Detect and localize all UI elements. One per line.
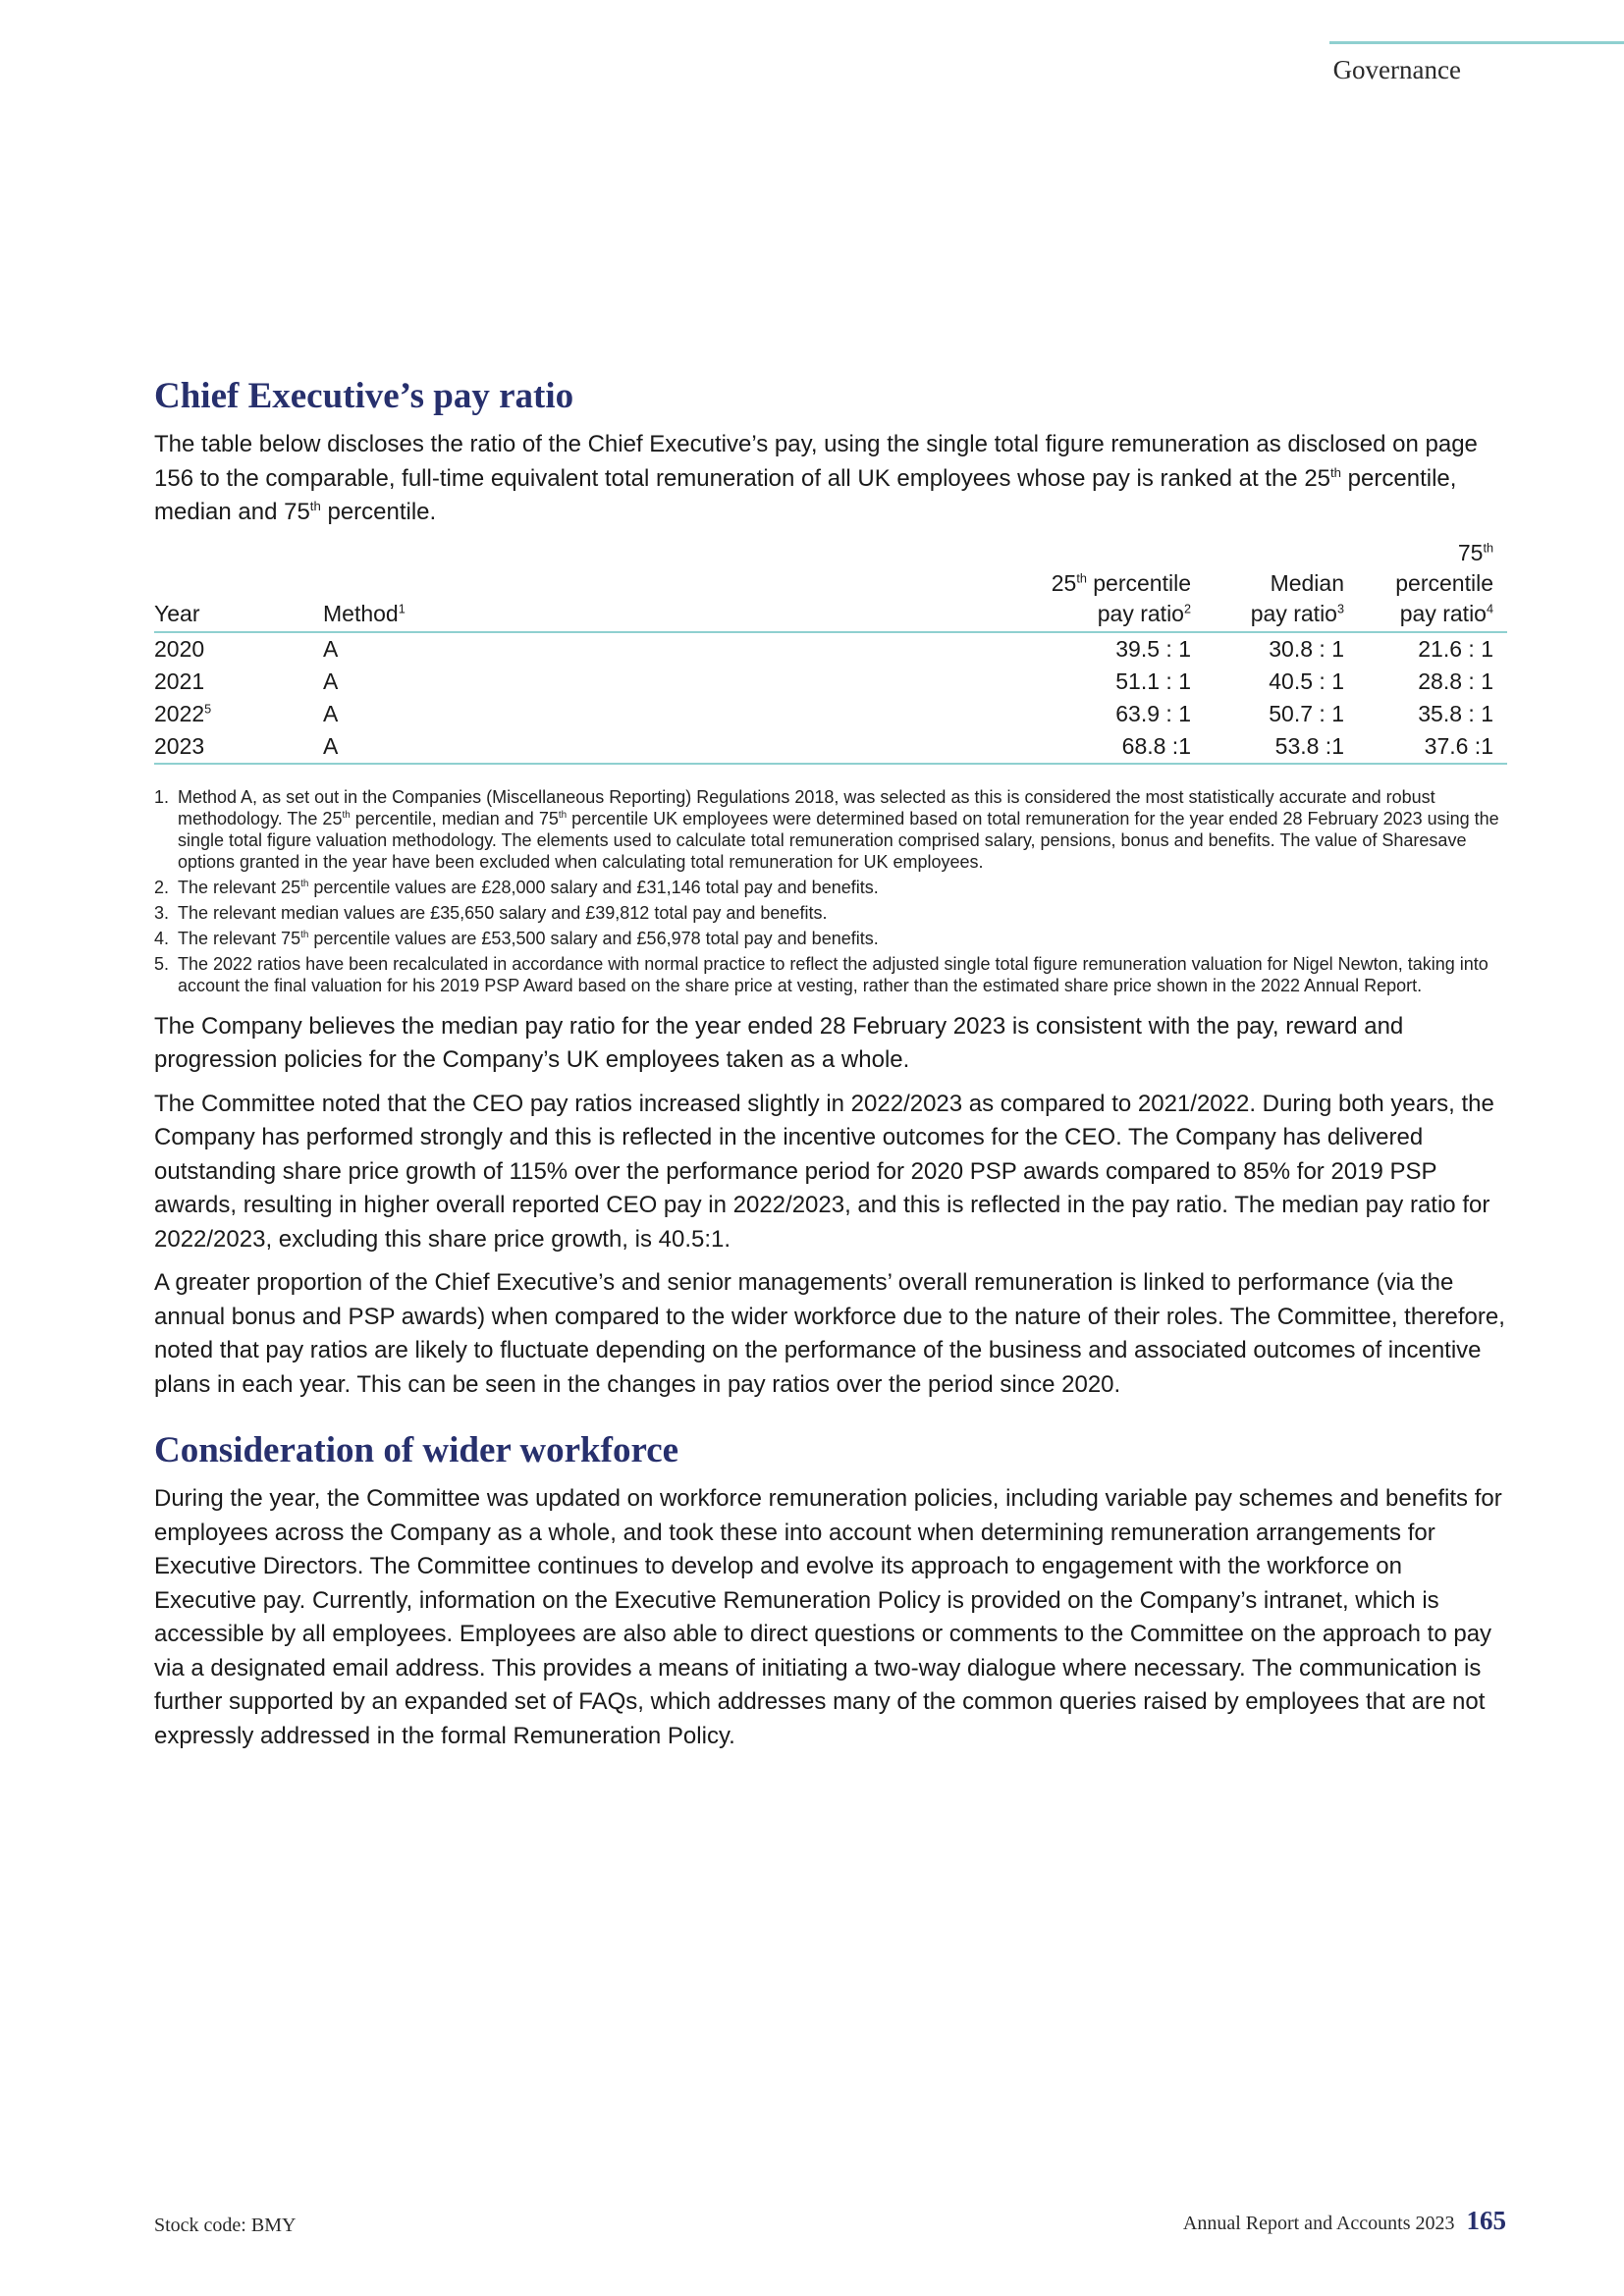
footer-right [1183, 2206, 1506, 2236]
body-paragraph: A greater proportion of the Chief Executive’s and senior managements’ overall remuneration is linked to performance (via the annual bonus and PSP awards) when compared to the wider workforce due to the nature of their roles. The Committee, therefore, noted that pay ratios are likely to fluctuate depending on the performance of the business and associated outcomes of incentive plans in each year. This can be seen in the changes in pay ratios over the period since 2020. [154, 1269, 1505, 1398]
page-number: 165 [1466, 2206, 1506, 2235]
cell-25th-percentile: 51.1 : 1 [1115, 667, 1191, 694]
cell-median: 53.8 :1 [1274, 732, 1344, 759]
table-row [154, 632, 1507, 666]
cell-75th-percentile: 21.6 : 1 [1418, 635, 1493, 662]
col-header-75th-percentile: 75th percentile pay ratio$^4$ [1395, 539, 1493, 626]
footer-report-title: Annual Report and Accounts 2023 [1182, 2213, 1455, 2234]
main-content [154, 373, 1507, 1763]
footnote-item: 3. The relevant median values are £35,650 salary and £39,812 total pay and benefits. [154, 902, 828, 923]
cell-75th-percentile: 28.8 : 1 [1418, 667, 1493, 694]
pay-ratio-heading: Chief Executive’s pay ratio [154, 376, 574, 416]
cell-25th-percentile: 68.8 :1 [1121, 732, 1191, 759]
table-row [154, 698, 1507, 730]
workforce-paragraph: During the year, the Committee was updated on workforce remuneration policies, including variable pay schemes and benefits for employees across the Company as a whole, and took these into account when determining remuneration arrangements for Executive Directors. The Committee continues to develop and evolve its approach to engagement with the workforce on Executive pay. Currently, information on the Executive Remuneration Policy is provided on the Company’s intranet, which is accessible by all employees. Employees are also able to direct questions or comments to the Committee on the approach to pay via a designated email address. This provides a means of initiating a two-way dialogue where necessary. The communication is further supported by an expanded set of FAQs, which addresses many of the common queries raised by employees that are not expressly addressed in the formal Remuneration Policy. [154, 1485, 1502, 1749]
footnote-item: 1. Method A, as set out in the Companies (Miscellaneous Reporting) Regulations 2018, was selected as this is considered the most statistically accurate and robust methodology. The 25th percentile, median and 75th percentile UK employees were determined based on total remuneration for the year ended 28 February 2023 using the single total figure valuation methodology. The elements used to calculate total remuneration comprised salary, pensions, bonus and benefits. The value of Sharesave options granted in the year have been excluded when calculating total remuneration for UK employees. [154, 786, 1499, 872]
table-row [154, 666, 1507, 698]
cell-25th-percentile: 39.5 : 1 [1115, 635, 1191, 662]
col-header-25th-percentile: 25th percentile pay ratio$^2$ [1051, 569, 1191, 626]
footnote-item: 5. The 2022 ratios have been recalculated in accordance with normal practice to reflect the adjusted single total figure remuneration valuation for Nigel Newton, taking into account the final valuation for his 2019 PSP Award based on the share price at vesting, rather than the estimated share price shown in the 2022 Annual Report. [154, 953, 1489, 995]
pay-ratio-table [154, 538, 1507, 765]
table-header-row [154, 538, 1507, 632]
cell-year: 2020 [154, 635, 205, 662]
cell-75th-percentile: 37.6 :1 [1424, 732, 1493, 759]
table-row [154, 730, 1507, 764]
section-label: Governance [1332, 55, 1461, 84]
col-header-method: Method$^1$ [323, 600, 406, 626]
workforce-heading: Consideration of wider workforce [154, 1430, 679, 1471]
footnote-item: 4. The relevant 75th percentile values are £53,500 salary and £56,978 total pay and benefits. [154, 928, 879, 948]
cell-method: A [323, 667, 339, 694]
col-header-median: Median pay ratio$^3$ [1250, 569, 1344, 626]
cell-method: A [323, 732, 339, 759]
section-spacer [154, 1412, 1507, 1427]
body-paragraph: The Committee noted that the CEO pay ratios increased slightly in 2022/2023 as compared to 2021/2022. During both years, the Company has performed strongly and this is reflected in the incentive outcomes for the CEO. The Company has delivered outstanding share price growth of 115% over the performance period for 2020 PSP awards compared to 85% for 2019 PSP awards, resulting in higher overall reported CEO pay in 2022/2023, and this is reflected in the pay ratio. The median pay ratio for 2022/2023, excluding this share price growth, is 40.5:1. [154, 1090, 1494, 1253]
cell-median: 30.8 : 1 [1269, 635, 1344, 662]
cell-75th-percentile: 35.8 : 1 [1418, 700, 1493, 726]
header-accent-rule [1329, 41, 1624, 44]
cell-method: A [323, 700, 339, 726]
cell-median: 40.5 : 1 [1269, 667, 1344, 694]
cell-year: 2022$^5$ [154, 700, 212, 726]
footer-stock-code: Stock code: BMY [154, 2215, 297, 2236]
footnote-item: 2. The relevant 25th percentile values are £28,000 salary and £31,146 total pay and benefits. [154, 877, 879, 897]
cell-median: 50.7 : 1 [1269, 700, 1344, 726]
cell-year: 2023 [154, 732, 205, 759]
col-header-year: Year [154, 600, 200, 626]
cell-method: A [323, 635, 339, 662]
body-paragraph: The Company believes the median pay ratio for the year ended 28 February 2023 is consistent with the pay, reward and progression policies for the Company’s UK employees taken as a whole. [154, 1012, 1404, 1074]
table-footnotes [154, 786, 1507, 996]
cell-year: 2021 [154, 667, 205, 694]
cell-25th-percentile: 63.9 : 1 [1115, 700, 1191, 726]
pay-ratio-intro: The table below discloses the ratio of the Chief Executive’s pay, using the single total figure remuneration as disclosed on page 156 to the comparable, full-time equivalent total remuneration of all UK employees whose pay is ranked at the 25th percentile, median and 75th percentile. [154, 431, 1478, 526]
